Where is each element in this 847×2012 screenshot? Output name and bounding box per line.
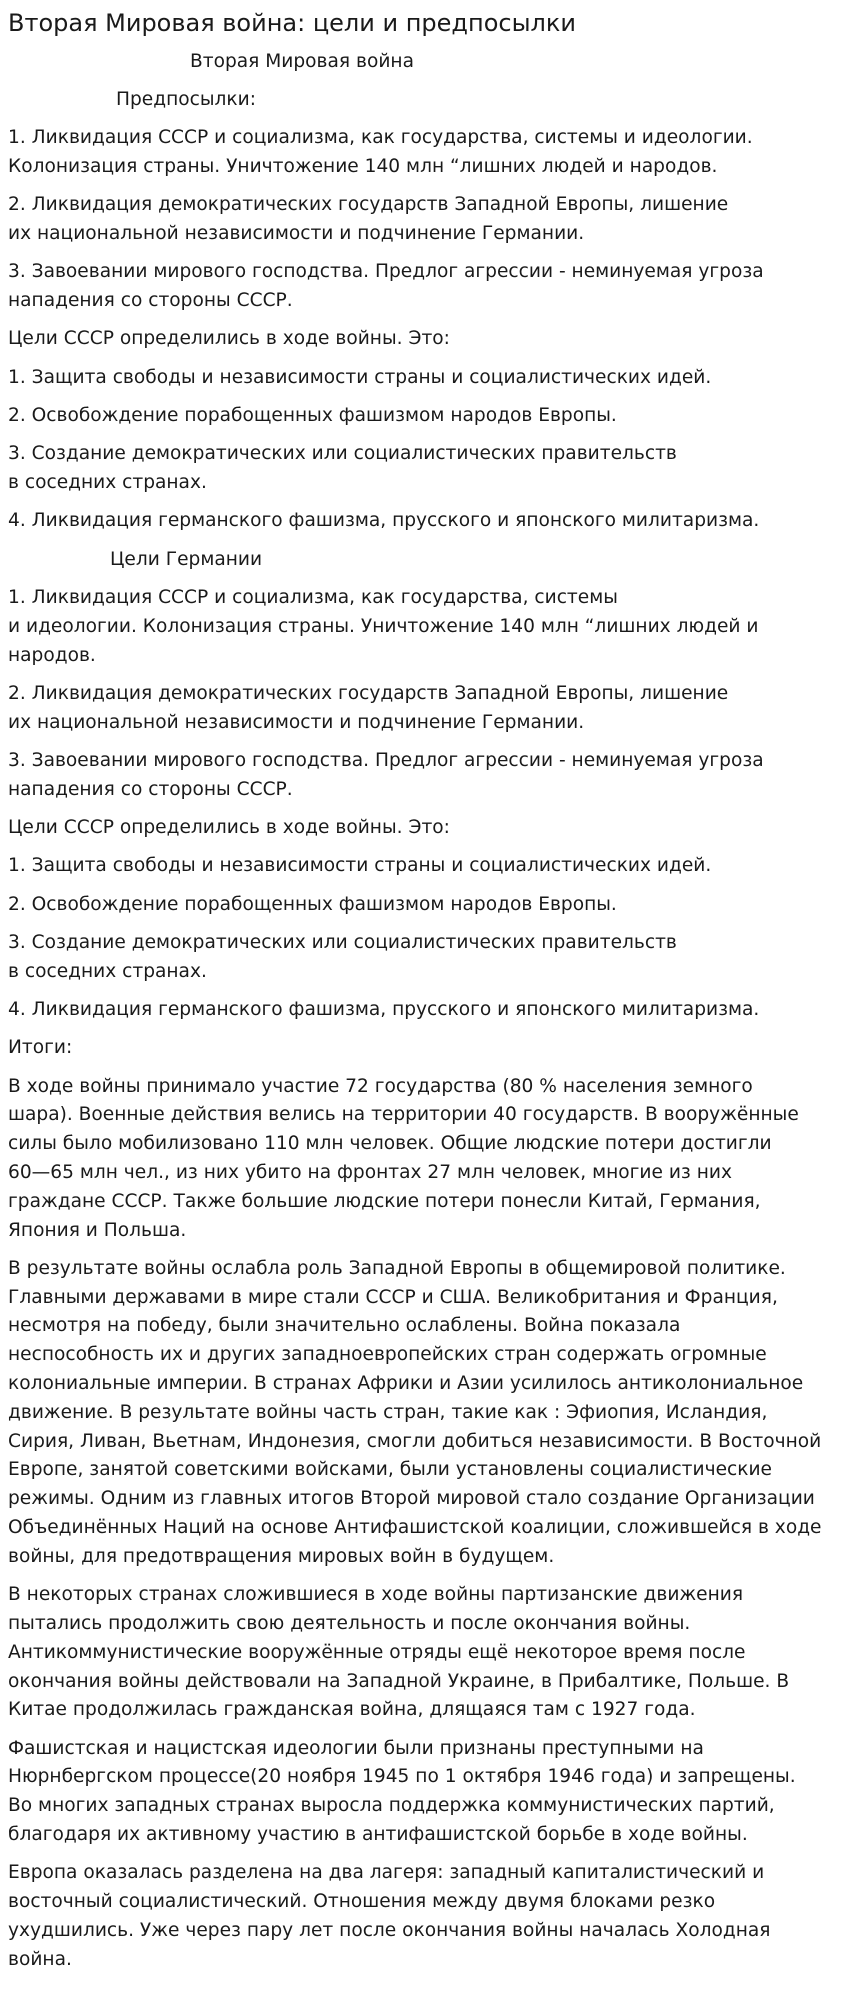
section-heading-prerequisites: Предпосылки:	[116, 88, 256, 110]
list-item	[0, 929, 847, 996]
ussr-goals-list-repeat	[0, 852, 847, 1034]
list-item-line: 3. Создание демократических или социалистических правительств	[8, 443, 677, 465]
paragraph-line: Сирия, Ливан, Вьетнам, Индонезия, смогли добиться независимости. В Восточной	[8, 1430, 822, 1452]
paragraph	[0, 1581, 847, 1734]
list-item	[0, 440, 847, 507]
list-item	[0, 680, 847, 747]
list-item-line: 2. Ликвидация демократических государств Западной Европы, лишение	[8, 682, 729, 704]
paragraph-line: шара). Военные действия велись на территории 40 государств. В вооружённые	[8, 1104, 799, 1126]
list-item-line: 1. Ликвидация СССР и социализма, как государства, системы и идеологии.	[8, 127, 753, 149]
paragraph-line: войны, для предотвращения мировых войн в будущем.	[8, 1545, 555, 1567]
page-title: Вторая Мировая война: цели и предпосылки	[8, 9, 576, 37]
list-item-line: и идеологии. Колонизация страны. Уничтожение 140 млн “лишних людей и	[8, 615, 759, 637]
paragraph-line: благодаря их активному участию в антифашистской борьбе в ходе войны.	[8, 1824, 748, 1846]
list-item-line: 3. Завоевании мирового господства. Предлог агрессии - неминуемая угроза	[8, 749, 764, 771]
list-item-line: 3. Создание демократических или социалистических правительств	[8, 931, 677, 953]
list-item-line: нападения со стороны СССР.	[8, 290, 293, 312]
ussr-goals-heading-repeat: Цели СССР определились в ходе войны. Это:	[8, 817, 450, 839]
section-heading-germany: Цели Германии	[110, 548, 263, 570]
list-item-line: 4. Ликвидация германского фашизма, прусского и японского милитаризма.	[8, 999, 760, 1021]
list-item-line: Колонизация страны. Уничтожение 140 млн “лишних людей и народов.	[8, 155, 718, 177]
paragraph-line: 60—65 млн чел., из них убито на фронтах 27 млн человек, многие из них	[8, 1162, 732, 1183]
ussr-goals-heading: Цели СССР определились в ходе войны. Это:	[8, 328, 450, 350]
results-paragraphs	[0, 1073, 847, 1984]
list-item-line: их национальной независимости и подчинение Германии.	[8, 711, 585, 733]
list-item	[0, 124, 847, 191]
list-item	[0, 191, 847, 258]
list-item-line: народов.	[8, 644, 96, 666]
paragraph-line: Во многих западных странах выросла поддержка коммунистических партий,	[8, 1795, 775, 1817]
paragraph-line: Главными державами в мире стали СССР и США. Великобритания и Франция,	[8, 1286, 778, 1308]
paragraph-line: Китае продолжилась гражданская война, длящаяся там с 1927 года.	[8, 1699, 696, 1721]
list-item-line: в соседних странах.	[8, 960, 207, 982]
paragraph-line: война.	[8, 1948, 72, 1970]
list-item-line: их национальной независимости и подчинение Германии.	[8, 222, 585, 244]
paragraph-line: силы было мобилизовано 110 млн человек. Общие людские потери достигли	[8, 1133, 772, 1155]
section-heading-results: Итоги:	[8, 1037, 73, 1059]
list-item	[0, 584, 847, 680]
list-item	[0, 996, 847, 1034]
list-item-line: нападения со стороны СССР.	[8, 778, 293, 800]
paragraph-line: режимы. Одним из главных итогов Второй мировой стало создание Организации	[8, 1488, 815, 1510]
list-item	[0, 507, 847, 545]
list-item	[0, 364, 847, 402]
germany-goals-list	[0, 584, 847, 814]
list-item-line: в соседних странах.	[8, 472, 207, 494]
list-item	[0, 747, 847, 814]
list-item	[0, 891, 847, 929]
paragraph-line: Антикоммунистические вооружённые отряды ещё некоторое время после	[8, 1641, 746, 1663]
list-item-line: 1. Защита свободы и независимости страны и социалистических идей.	[8, 366, 712, 388]
subtitle: Вторая Мировая война	[190, 50, 414, 72]
list-item-line: 3. Завоевании мирового господства. Предлог агрессии - неминуемая угроза	[8, 261, 764, 283]
paragraph-line: Нюрнбергском процессе(20 ноября 1945 по 1 октября 1946 года) и запрещены.	[8, 1766, 796, 1788]
list-item-line: 2. Освобождение порабощенных фашизмом народов Европы.	[8, 893, 617, 915]
list-item-line: 1. Ликвидация СССР и социализма, как государства, системы	[8, 586, 618, 608]
list-item-line: 2. Ликвидация демократических государств Западной Европы, лишение	[8, 194, 729, 216]
paragraph-line: Европа оказалась разделена на два лагеря: западный капиталистический и	[8, 1862, 765, 1884]
list-item-line: 2. Освобождение порабощенных фашизмом народов Европы.	[8, 404, 617, 426]
paragraph-line: пытались продолжить свою деятельность и после окончания войны.	[8, 1612, 691, 1634]
paragraph	[0, 1255, 847, 1581]
paragraph-line: неспособность их и других западноевропейских стран содержать огромные	[8, 1344, 767, 1366]
list-item	[0, 258, 847, 325]
list-item-line: 4. Ликвидация германского фашизма, прусского и японского милитаризма.	[8, 510, 760, 532]
ussr-goals-list	[0, 364, 847, 546]
paragraph-line: В результате войны ослабла роль Западной Европы в общемировой политике.	[8, 1257, 786, 1279]
list-item	[0, 402, 847, 440]
paragraph-line: восточный социалистический. Отношения между двумя блоками резко	[8, 1891, 716, 1913]
paragraph-line: движение. В результате войны часть стран, такие как : Эфиопия, Исландия,	[8, 1401, 768, 1423]
prerequisites-list	[0, 124, 847, 325]
paragraph-line: В ходе войны принимало участие 72 государства (80 % населения земного	[8, 1075, 753, 1097]
paragraph	[0, 1073, 847, 1255]
paragraph	[0, 1859, 847, 1984]
paragraph-line: Япония и Польша.	[8, 1219, 187, 1241]
paragraph-line: граждане СССР. Также большие людские потери понесли Китай, Германия,	[8, 1190, 761, 1212]
paragraph-line: ухудшились. Уже через пару лет после окончания войны началась Холодная	[8, 1919, 771, 1941]
paragraph-line: колониальные империи. В странах Африки и Азии усилилось антиколониальное	[8, 1373, 804, 1395]
paragraph	[0, 1735, 847, 1860]
paragraph-line: Европе, занятой советскими войсками, были установлены социалистические	[8, 1459, 772, 1481]
list-item	[0, 852, 847, 890]
paragraph-line: В некоторых странах сложившиеся в ходе войны партизанские движения	[8, 1584, 744, 1606]
paragraph-line: Фашистская и нацистская идеологии были признаны преступными на	[8, 1737, 704, 1759]
list-item-line: 1. Защита свободы и независимости страны и социалистических идей.	[8, 855, 712, 877]
paragraph-line: Объединённых Наций на основе Антифашистской коалиции, сложившейся в ходе	[8, 1517, 822, 1539]
paragraph-line: несмотря на победу, были значительно ослаблены. Война показала	[8, 1315, 681, 1337]
paragraph-line: окончания войны действовали на Западной Украине, в Прибалтике, Польше. В	[8, 1670, 790, 1692]
